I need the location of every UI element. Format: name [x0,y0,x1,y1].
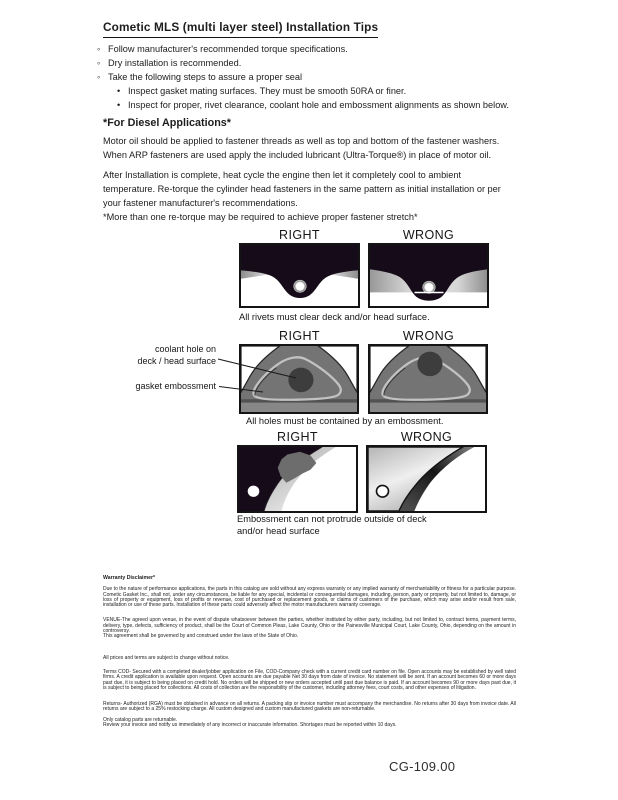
tip-text: Dry installation is recommended. [108,58,242,68]
right-label: RIGHT [279,228,320,242]
diagram-caption: All holes must be contained by an embossment. [246,416,444,426]
tip-text: Follow manufacturer's recommended torque specifications. [108,44,348,54]
diagram-embossment-wrong [368,344,488,414]
right-label: RIGHT [279,329,320,343]
warranty-paragraph: Review your invoice and notify us immediately of any incorrect or inaccurate information. Shortages must be reported within 10 days. [103,722,397,729]
hole-contained-diagram [241,346,357,412]
bullet-marker: • [117,86,121,96]
tip-text: Take the following steps to assure a proper seal [108,72,303,82]
warranty-paragraph: Due to the nature of performance applications, the parts in this catalog are sold without any express warranty or any implied warranty of merchantability or fitness for a particular purpose. Cometic Gasket Inc., shall not, under any circumstances, be liable for any special, incidental or consequential damages, including, person, party or property, but not limited to, damage, or loss of property or equipment, loss of profits or revenue, cost of purchased or replacement goods, or claims of customers of the purchase, which may arise and/or result from sale, installation or use of these parts. Installation of these parts could adversely affect the motor manufacturers warranty coverage. [103,586,516,609]
tip-sub-item [117,98,527,112]
tip-item [97,70,527,84]
diagram-rivet-right [239,243,360,308]
hole-outside-diagram [370,346,486,412]
bullet-marker: ◦ [97,44,101,54]
tip-sub-item [117,84,527,98]
tip-text: Inspect for proper, rivet clearance, coolant hole and embossment alignments as shown below. [128,100,509,110]
wrong-label: WRONG [402,228,455,242]
rivet-clear-diagram [241,245,358,306]
diagram-protrude-right [237,445,358,513]
tip-text: Inspect gasket mating surfaces. They must be smooth 50RA or finer. [128,86,407,96]
warranty-paragraph: Only catalog parts are returnable. [103,716,178,723]
warranty-section [103,576,516,728]
warranty-paragraph: VENUE-The agreed upon venue, in the event of dispute whatsoever between the parties, whether instituted by either party, including, but not limited to, contract terms, payment terms, delivery, type, defects, sufficiency of product, shall be the Court of Common Pleas, Lake County, Ohio or the Painesville Municipal Court, Lake County, Ohio, depending on the amount in controversy. [103,617,516,635]
diagram-caption: All rivets must clear deck and/or head surface. [239,312,430,322]
annotation-coolant-hole-label: coolant hole on deck / head surface [137,344,216,366]
bullet-marker: • [117,100,121,110]
retorque-note: *More than one re-torque may be required to achieve proper fastener stretch* [103,212,418,222]
warranty-paragraph: Terms COD- Secured with a completed dealer/jobber application on File, COD-Company check with a current credit card number on file. Open accounts may be established by well rated firms. A credit application is available upon request. Open accounts are due payable Net 30 days from date of invoice. No statement will be sent. If an account becomes 60 or more days past due, it is subject to being placed on credit hold. No orders will be shipped or new orders accepted until past due balance is paid. If an account becomes 90 or more days past due, it is subject to being placed for collections. All costs of collection are the responsibility of the customer, including attorney fees, court costs, and other expenses of litigation. [103,668,516,691]
diagram-embossment-right [239,344,359,414]
bullet-marker: ◦ [97,72,101,82]
tip-item [97,42,527,56]
diesel-paragraph: Motor oil should be applied to fastener threads as well as top and bottom of the fastener washers. When ARP fasteners are used apply the included lubricant (Ultra-Torque®) in place of motor oil. [103,136,500,160]
catalog-page-code: CG-109.00 [389,759,456,774]
embossment-protruding-diagram [368,447,485,511]
warranty-paragraph: This agreement shall be governed by and construed under the laws of the State of Ohio. [103,633,299,640]
right-label: RIGHT [277,430,318,444]
embossment-inside-deck-diagram [239,447,356,511]
diagram-caption: Embossment can not protrude outside of deck and/or head surface [237,514,427,536]
installation-tips-list [97,42,527,112]
warranty-paragraph: All prices and terms are subject to change without notice. [103,654,230,661]
wrong-label: WRONG [402,329,455,343]
diesel-paragraph: After Installation is complete, heat cycle the engine then let it completely cool to ambient temperature. Re-torque the cylinder head fasteners in the same pattern as initial installation or per your fastener manufacturer's recommendations. [103,170,501,208]
bullet-marker: ◦ [97,58,101,68]
diagram-protrude-wrong [366,445,487,513]
diagram-rivet-wrong [368,243,489,308]
diesel-applications-heading: *For Diesel Applications* [103,117,231,129]
wrong-label: WRONG [400,430,453,444]
warranty-paragraph: Returns- Authorized (RGA) must be obtained in advance on all returns. A packing slip or invoice number must accompany the merchandise. No returns after 30 days from invoice date. All returns are subject to a 25% restocking charge. All custom designed and custom manufactured gaskets are non-returnable. [103,701,516,713]
warranty-heading: Warranty Disclaimer* [103,575,155,581]
annotation-gasket-embossment-label: gasket embossment [135,381,216,391]
tip-item [97,56,527,70]
rivet-interference-diagram [370,245,487,306]
page-title: Cometic MLS (multi layer steel) Installation Tips [103,20,378,38]
